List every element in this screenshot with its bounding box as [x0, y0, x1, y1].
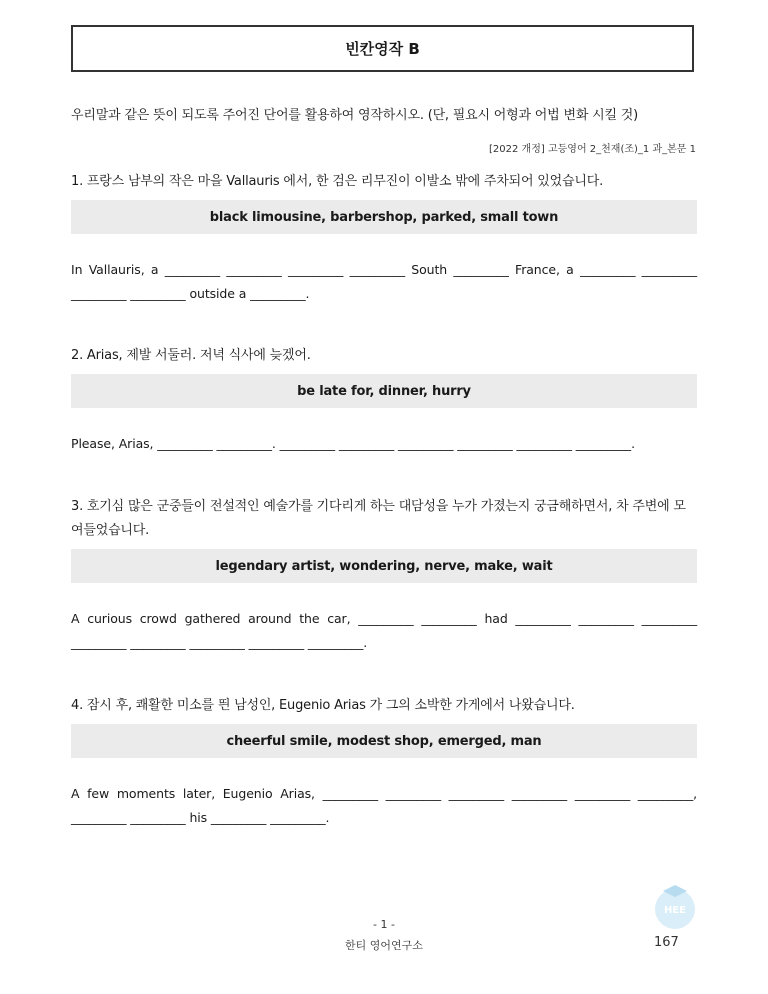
instruction-text: 우리말과 같은 뜻이 되도록 주어진 단어를 활용하여 영작하시오. (단, 필요시 어형과 어법 변화 시킬 것) [71, 108, 638, 123]
page-title: 빈칸영작 B [345, 40, 420, 58]
hint-text: black limousine, barbershop, parked, small town [209, 209, 559, 225]
question-4 [71, 694, 697, 830]
hint-text: legendary artist, wondering, nerve, make, wait [215, 558, 553, 574]
page-number: 167 [654, 935, 679, 950]
question-1 [71, 170, 697, 306]
question-text: 4. 잠시 후, 쾌활한 미소를 띈 남성인, Eugenio Arias 가 그의 소박한 가게에서 나왔습니다. [71, 698, 575, 713]
question-text: 1. 프랑스 남부의 작은 마을 Vallauris 에서, 한 검은 리무진이 이발소 밖에 주차되어 있었습니다. [71, 174, 604, 189]
answer-template: In Vallauris, a _________ _________ _________ _________ South _________ France, a _________ _________ _________ _________ outside a _________. [71, 262, 697, 301]
page-indicator: - 1 - [373, 918, 395, 931]
answer-template: A curious crowd gathered around the car, _________ _________ had _________ _________ _________ _________ _________ _________ _________ _________. [71, 611, 697, 650]
source-label: [2022 개정] 고등영어 2_천재(조)_1 과_본문 1 [489, 144, 696, 155]
hint-box [71, 549, 697, 583]
question-3 [71, 495, 697, 655]
title-box [71, 25, 694, 72]
hint-text: cheerful smile, modest shop, emerged, man [226, 733, 542, 749]
hint-text: be late for, dinner, hurry [297, 383, 471, 399]
question-text: 3. 호기심 많은 군중들이 전설적인 예술가를 기다리게 하는 대담성을 누가 가졌는지 궁금해하면서, 차 주변에 모여들었습니다. [71, 499, 686, 538]
answer-template: A few moments later, Eugenio Arias, _________ _________ _________ _________ _________ _________, _________ _________ his _________ _________. [71, 786, 697, 825]
logo-text: HEE [663, 905, 687, 916]
hint-box [71, 374, 697, 408]
hint-box [71, 200, 697, 234]
question-2 [71, 344, 697, 456]
question-text: 2. Arias, 제발 서둘러. 저녁 식사에 늦겠어. [71, 348, 311, 363]
organization-name: 한티 영어연구소 [345, 939, 423, 952]
hint-box [71, 724, 697, 758]
answer-template: Please, Arias, _________ _________. _________ _________ _________ _________ _________ _________. [71, 436, 635, 451]
